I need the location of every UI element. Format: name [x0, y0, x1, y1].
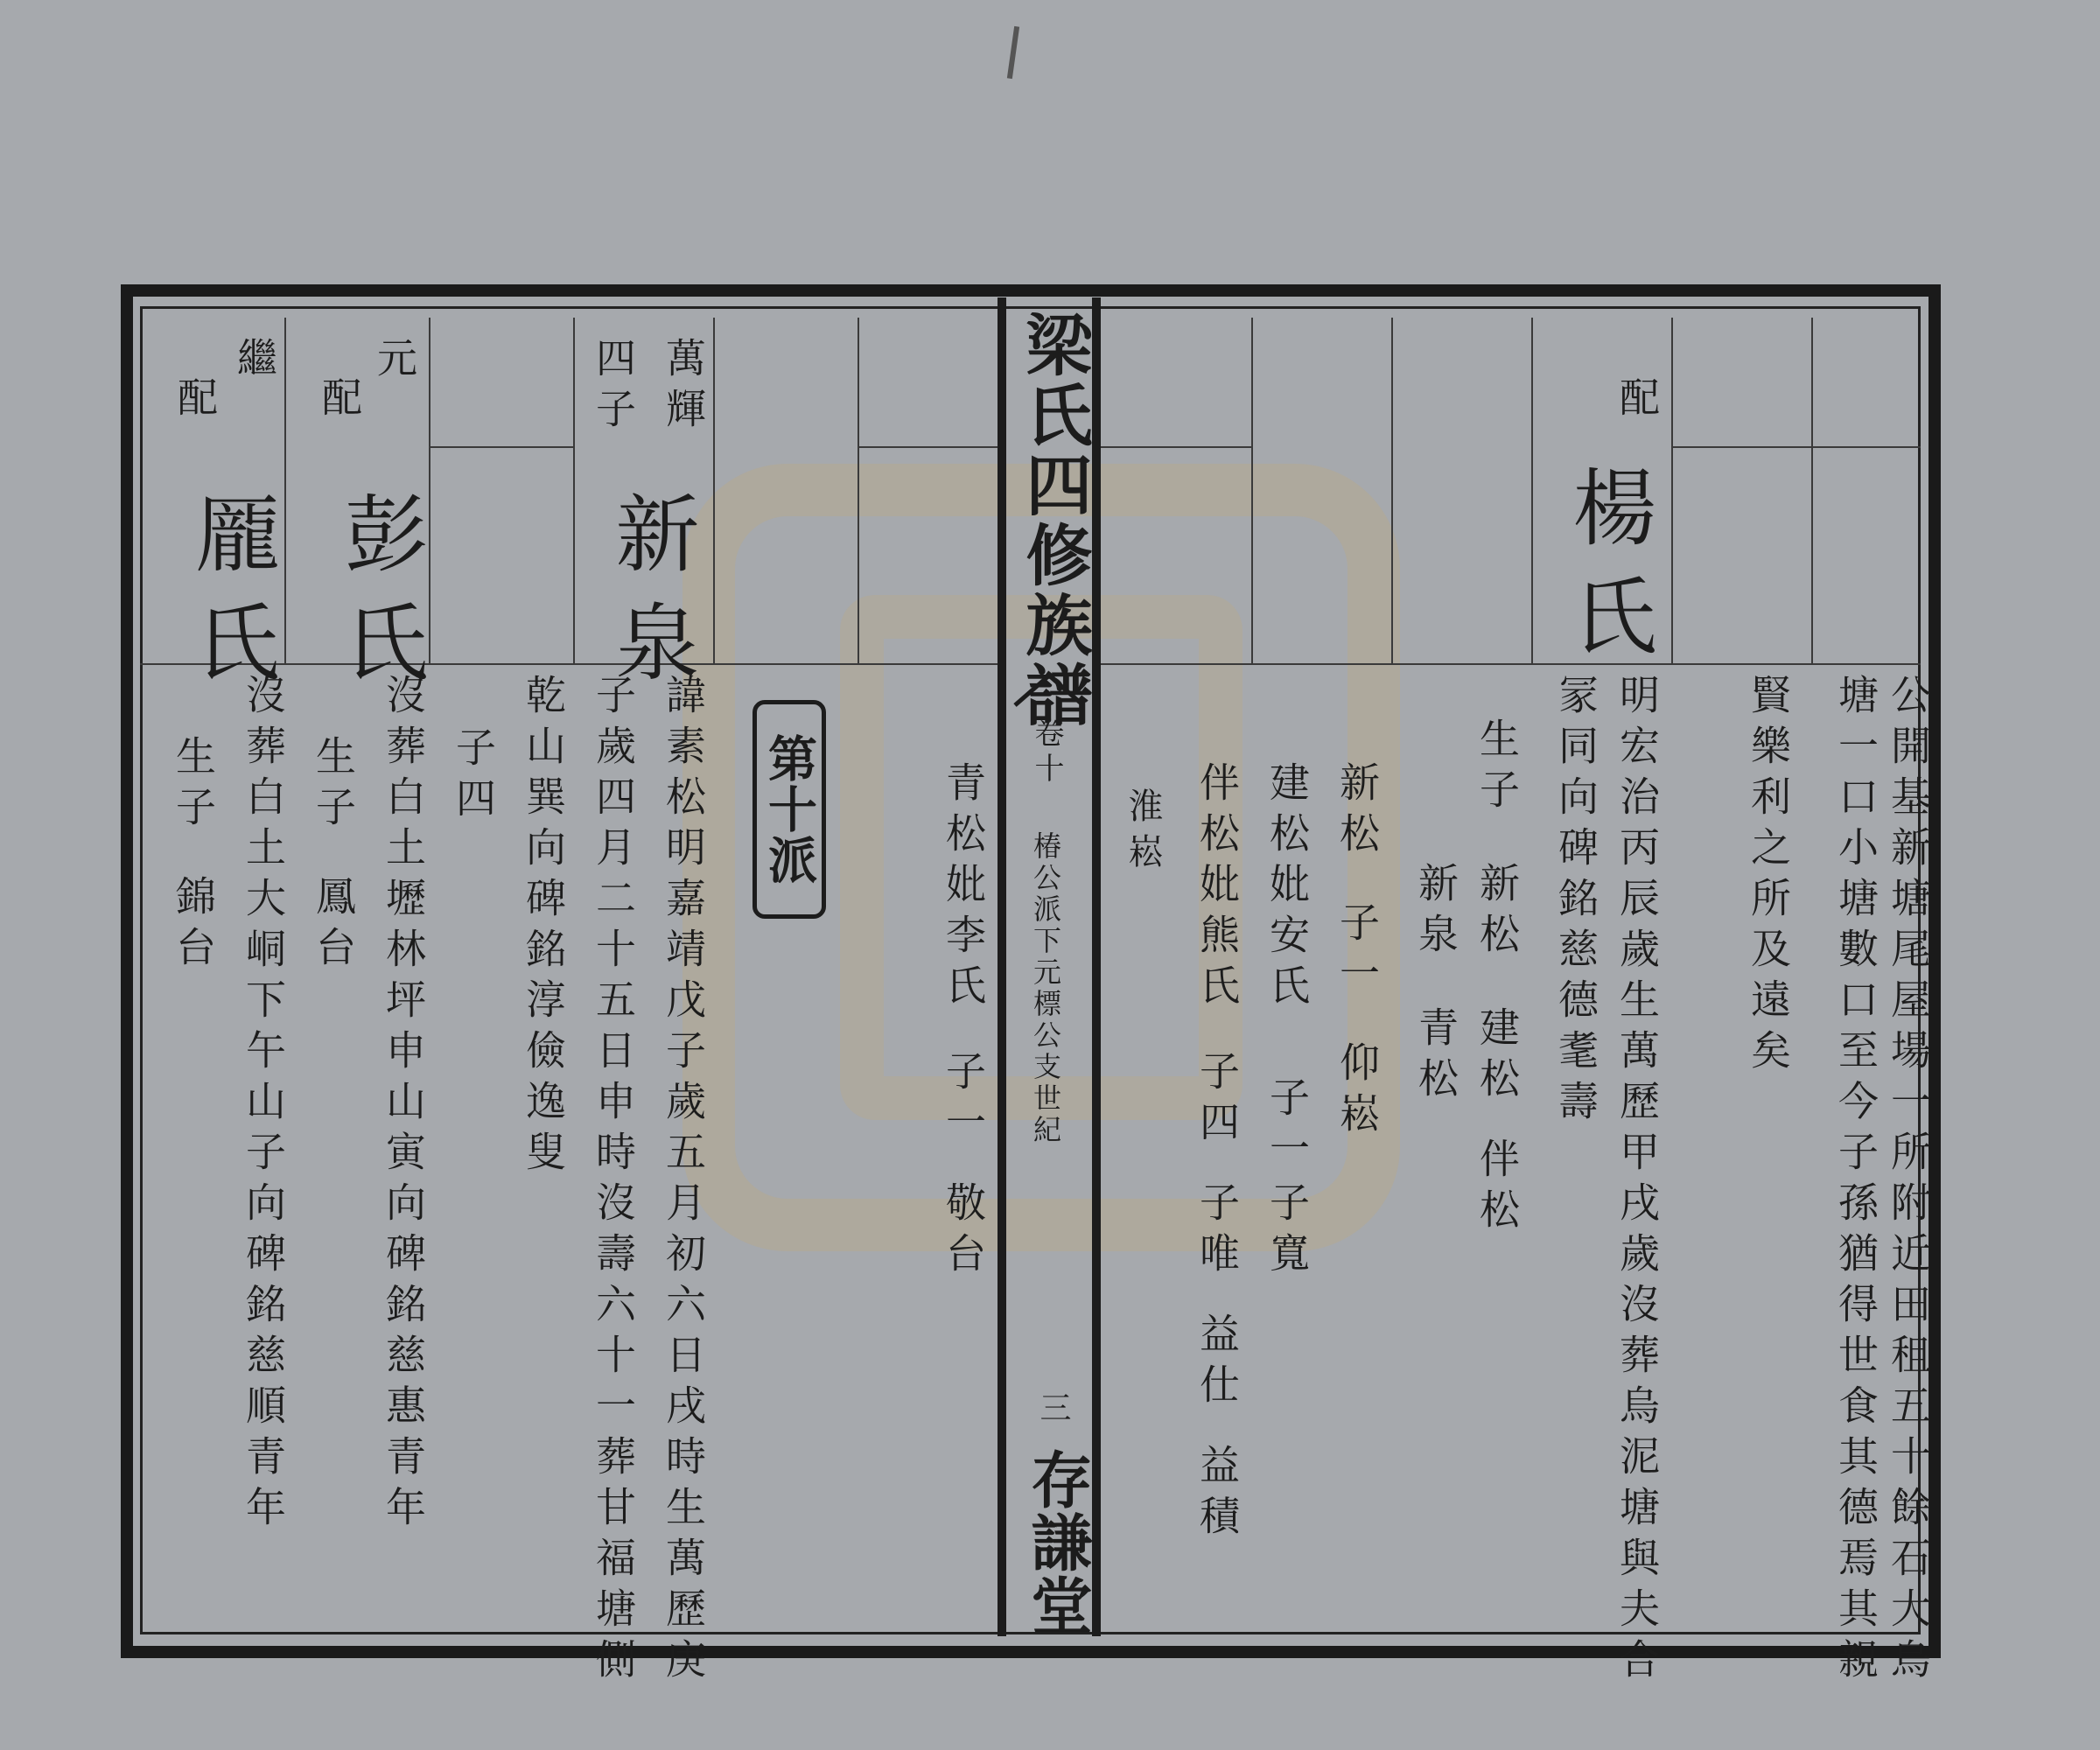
- text-column: 塘一口小塘數口至今子孫猶得世食其德焉其親: [1832, 674, 1880, 1689]
- page-number: 三: [1035, 1391, 1071, 1435]
- spouse-name: 楊氏: [1559, 464, 1657, 681]
- child-name: 青松: [1412, 1006, 1460, 1108]
- child-name: 新泉: [1412, 862, 1460, 963]
- header-line: [1101, 446, 1251, 448]
- spouse-label: 配: [1614, 376, 1661, 427]
- spouse-label: 元: [371, 337, 418, 388]
- biography-column: 沒葬白土大峒下午山子向碑銘慈順青年: [240, 674, 287, 1536]
- child-name: 子寬: [1264, 1181, 1311, 1283]
- spouse-name: 龎氏: [182, 490, 280, 707]
- spouse-label: 配: [316, 376, 363, 427]
- person-name: 新松: [1334, 761, 1381, 863]
- child-name: 建松: [1474, 1006, 1521, 1108]
- fishtail-icon: [1013, 672, 1085, 707]
- children-count: 子一: [1264, 1076, 1311, 1178]
- grid-line: [713, 318, 715, 663]
- children-count: 子一: [940, 1050, 987, 1152]
- margin-mark: [1007, 26, 1019, 79]
- child-name: 仰崧: [1334, 1041, 1381, 1143]
- children-count: 子一: [1334, 901, 1381, 1003]
- branch-subtitle: 椿公派下元標公支世紀: [1029, 831, 1062, 1146]
- child-name: 錦台: [170, 875, 217, 976]
- head-label: 四子: [590, 337, 637, 438]
- register-line: [1101, 663, 1251, 665]
- head-name: 新泉: [602, 490, 700, 707]
- grid-line: [1531, 318, 1533, 663]
- biography-column: 沒葬白土壢林坪申山寅向碑銘慈惠青年: [380, 674, 427, 1536]
- generation-label: 第十派: [760, 733, 818, 886]
- person-entry: 青松妣李氏: [940, 761, 987, 1015]
- text-column: 明宏治丙辰歲生萬歷甲戌歲沒葬烏泥塘與夫合: [1614, 674, 1661, 1689]
- child-name: 新松: [1474, 862, 1521, 963]
- text-column: 賢樂利之所及遠矣: [1745, 674, 1792, 1080]
- children-label: 生子: [310, 735, 357, 836]
- grid-line: [573, 318, 575, 663]
- children-count: 子四: [1194, 1050, 1241, 1152]
- register-line: [858, 663, 998, 665]
- biography-column: 乾山巽向碑銘淳儉逸叟: [520, 674, 567, 1181]
- header-line: [858, 446, 998, 448]
- children-count: 子四: [450, 726, 497, 828]
- text-column: 公開基新塘尾屋場一所附近田租五十餘石大烏: [1885, 674, 1932, 1689]
- spouse-label: 配: [172, 376, 219, 427]
- grid-line: [1811, 318, 1813, 663]
- text-column: 冡同向碑銘慈德耄壽: [1552, 674, 1600, 1130]
- children-label: 生子: [1474, 718, 1521, 819]
- volume-label: 卷十: [1029, 718, 1064, 788]
- child-name: 伴松: [1474, 1138, 1521, 1239]
- child-name: 益積: [1194, 1444, 1241, 1545]
- generation-seal: [752, 700, 826, 919]
- hall-name: 存謙堂: [1021, 1448, 1094, 1637]
- biography-column: 子歲四月二十五日申時沒壽六十一葬甘福塘側: [590, 674, 637, 1689]
- person-entry: 建松妣安氏: [1264, 761, 1311, 1015]
- biography-column: 諱素松明嘉靖戊子歲五月初六日戌時生萬歷庚: [660, 674, 707, 1689]
- header-line: [1671, 446, 1921, 448]
- grid-line: [1251, 318, 1253, 663]
- children-label: 生子: [170, 735, 217, 836]
- child-name: 敬台: [940, 1181, 987, 1283]
- header-line: [429, 446, 573, 448]
- head-label: 萬輝: [660, 337, 707, 438]
- child-name: 子唯: [1194, 1181, 1241, 1283]
- child-name: 益仕: [1194, 1312, 1241, 1414]
- spouse-name: 彭氏: [331, 490, 429, 707]
- book-title: 梁氏四修族譜: [1015, 311, 1093, 731]
- person-entry: 伴松妣熊氏: [1194, 761, 1241, 1015]
- grid-line: [1391, 318, 1393, 663]
- grid-line: [1671, 318, 1673, 663]
- child-name: 淮崧: [1123, 788, 1163, 878]
- spouse-label: 繼: [231, 337, 278, 388]
- grid-line: [858, 318, 859, 663]
- child-name: 鳳台: [310, 875, 357, 976]
